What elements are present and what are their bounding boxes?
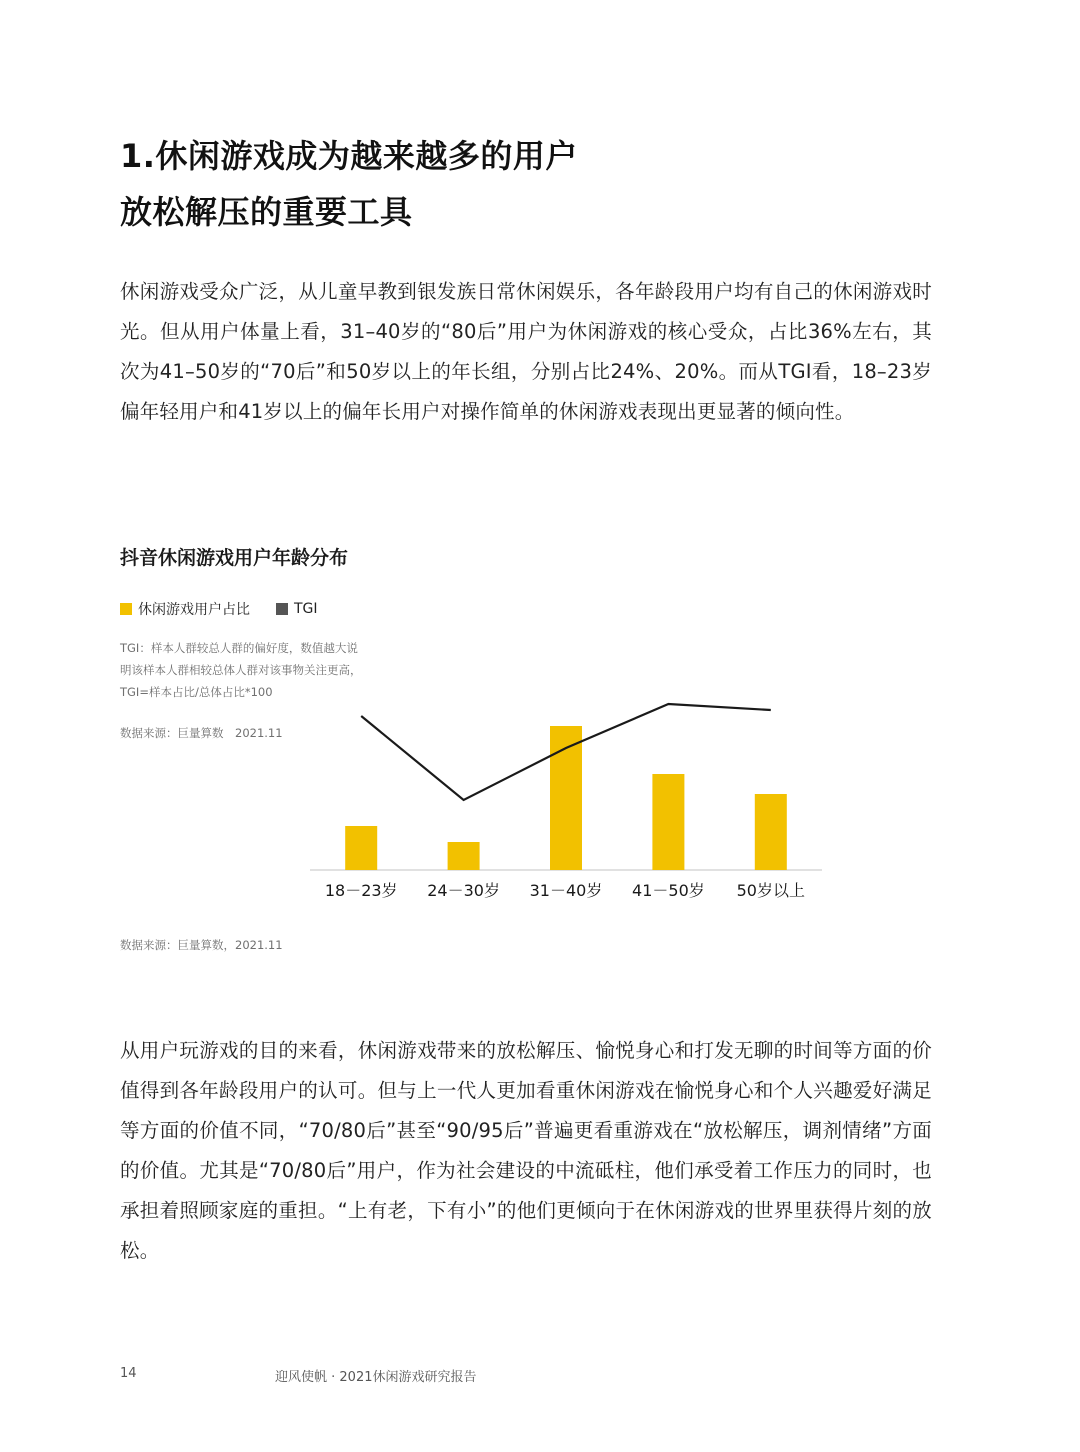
heading-line-2: 放松解压的重要工具 <box>120 193 413 231</box>
tgi-note-line-3: TGI=样本占比/总体占比*100 <box>120 685 273 699</box>
x-tick-label-0: 18－23岁 <box>324 881 398 900</box>
bar-0 <box>345 826 377 870</box>
bar-3 <box>652 774 684 870</box>
purpose-paragraph: 从用户玩游戏的目的来看，休闲游戏带来的放松解压、愉悦身心和打发无聊的时间等方面的价值得到各年龄段用户的认可。但与上一代人更加看重休闲游戏在愉悦身心和个人兴趣爱好满足等方面的价值不同，“70/80后”甚至“90/95后”普遍更看重游戏在“放松解压，调剂情绪”方面的价值。尤其是“70/80后”用户，作为社会建设的中流砥柱，他们承受着工作压力的同时，也承担着照顾家庭的重担。“上有老，下有小”的他们更倾向于在休闲游戏的世界里获得片刻的放松。 <box>120 1039 932 1262</box>
tgi-note-line-2: 明该样本人群相较总体人群对该事物关注更高， <box>120 663 362 677</box>
legend-label-share: 休闲游戏用户占比 <box>138 602 250 618</box>
chart-inner-source: 数据来源：巨量算数 2021.11 <box>120 726 283 740</box>
report-name: 迎风使帆 · 2021休闲游戏研究报告 <box>275 1370 477 1385</box>
heading-line-1: 1.休闲游戏成为越来越多的用户 <box>120 137 578 175</box>
tgi-note-line-1: TGI：样本人群较总人群的偏好度，数值越大说 <box>120 641 358 655</box>
x-tick-label-1: 24－30岁 <box>427 881 500 900</box>
bar-1 <box>448 842 480 870</box>
page-number: 14 <box>120 1366 137 1381</box>
x-tick-label-2: 31－40岁 <box>529 881 603 900</box>
chart-title: 抖音休闲游戏用户年龄分布 <box>120 547 349 569</box>
intro-paragraph: 休闲游戏受众广泛，从儿童早教到银发族日常休闲娱乐，各年龄段用户均有自己的休闲游戏时光。但从用户体量上看，31–40岁的“80后”用户为休闲游戏的核心受众，占比36%左右，其次为41–50岁的“70后”和50岁以上的年长组，分别占比24%、20%。而从TGI看，18–23岁偏年轻用户和41岁以上的偏年长用户对操作简单的休闲游戏表现出更显著的倾向性。 <box>120 280 932 423</box>
x-tick-label-4: 50岁以上 <box>736 881 805 900</box>
x-tick-label-3: 41－50岁 <box>632 881 705 900</box>
bar-4 <box>755 794 787 870</box>
data-source: 数据来源：巨量算数，2021.11 <box>120 938 283 952</box>
legend-label-tgi: TGI <box>294 601 318 617</box>
